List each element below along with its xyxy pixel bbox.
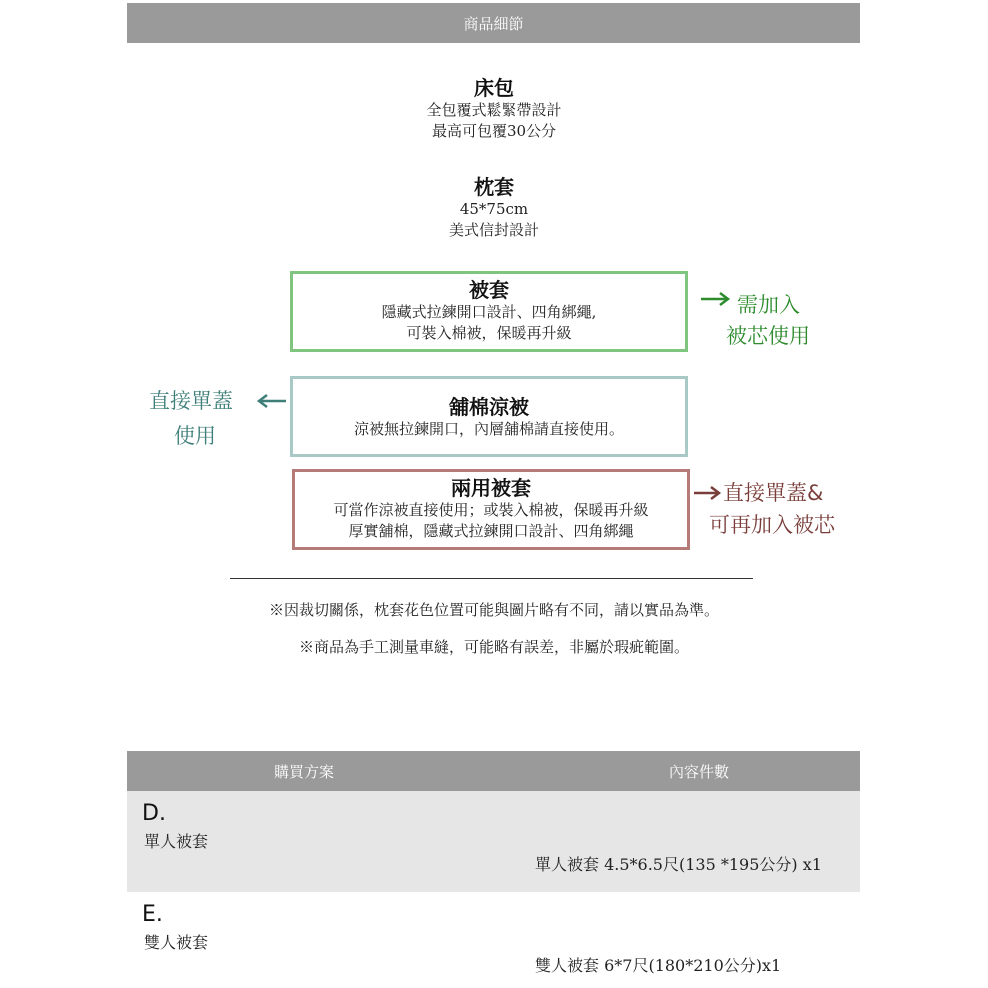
quilt-box: [290, 376, 688, 457]
table-row: [127, 791, 860, 892]
column-header-plan: 購買方案: [274, 762, 335, 781]
pillowcase-section: [0, 175, 988, 241]
plan-code: D.: [142, 801, 166, 826]
plan-name: 單人被套: [144, 832, 209, 851]
duvet-cover-title: 被套: [469, 278, 509, 302]
dual-use-line-2: 厚實舖棉，隱藏式拉鍊開口設計、四角綁繩: [348, 522, 634, 540]
column-header-contents: 內容件數: [669, 762, 730, 781]
duvet-note-line-2: 被芯使用: [726, 324, 810, 348]
right-arrow-icon: [692, 484, 722, 502]
dual-note-line-1: 直接單蓋&: [723, 481, 824, 505]
details-header: [127, 3, 860, 43]
left-arrow-icon: [254, 392, 288, 410]
pillowcase-line-2: 美式信封設計: [448, 221, 539, 239]
details-header-title: 商品細節: [463, 14, 524, 33]
duvet-cover-box: [290, 271, 688, 352]
divider: [230, 578, 753, 579]
note-crop: ※因裁切關係，枕套花色位置可能與圖片略有不同，請以實品為準。: [268, 601, 719, 619]
quilt-line-1: 涼被無拉鍊開口，內層舖棉請直接使用。: [353, 420, 624, 438]
plan-table-header: [127, 751, 860, 791]
plan-contents: 單人被套 4.5*6.5尺(135 *195公分) x1: [535, 855, 822, 874]
quilt-note-line-1: 直接單蓋: [149, 389, 233, 413]
duvet-cover-line-1: 隱藏式拉鍊開口設計、四角綁繩,: [381, 303, 597, 321]
right-arrow-icon: [699, 290, 733, 308]
duvet-note-line-1: 需加入: [737, 293, 800, 317]
dual-use-box: [292, 469, 690, 550]
note-measure: ※商品為手工測量車縫，可能略有誤差，非屬於瑕疵範圍。: [298, 638, 689, 656]
dual-use-title: 兩用被套: [451, 476, 531, 500]
table-row: [127, 892, 860, 988]
bed-sheet-title: 床包: [474, 76, 514, 100]
bed-sheet-line-1: 全包覆式鬆緊帶設計: [426, 101, 562, 119]
dual-use-line-1: 可當作涼被直接使用；或裝入棉被，保暖再升級: [333, 501, 649, 519]
pillowcase-title: 枕套: [474, 175, 514, 199]
duvet-cover-line-2: 可裝入棉被，保暖再升級: [406, 324, 572, 342]
quilt-note-line-2: 使用: [174, 424, 216, 448]
pillowcase-line-1: 45*75cm: [459, 200, 529, 218]
plan-name: 雙人被套: [144, 933, 209, 952]
quilt-title: 舖棉涼被: [449, 395, 529, 419]
bed-sheet-line-2: 最高可包覆30公分: [431, 122, 557, 140]
plan-contents: 雙人被套 6*7尺(180*210公分)x1: [535, 956, 782, 975]
dual-note-line-2: 可再加入被芯: [709, 513, 835, 537]
plan-code: E.: [142, 902, 163, 927]
bed-sheet-section: [0, 76, 988, 142]
